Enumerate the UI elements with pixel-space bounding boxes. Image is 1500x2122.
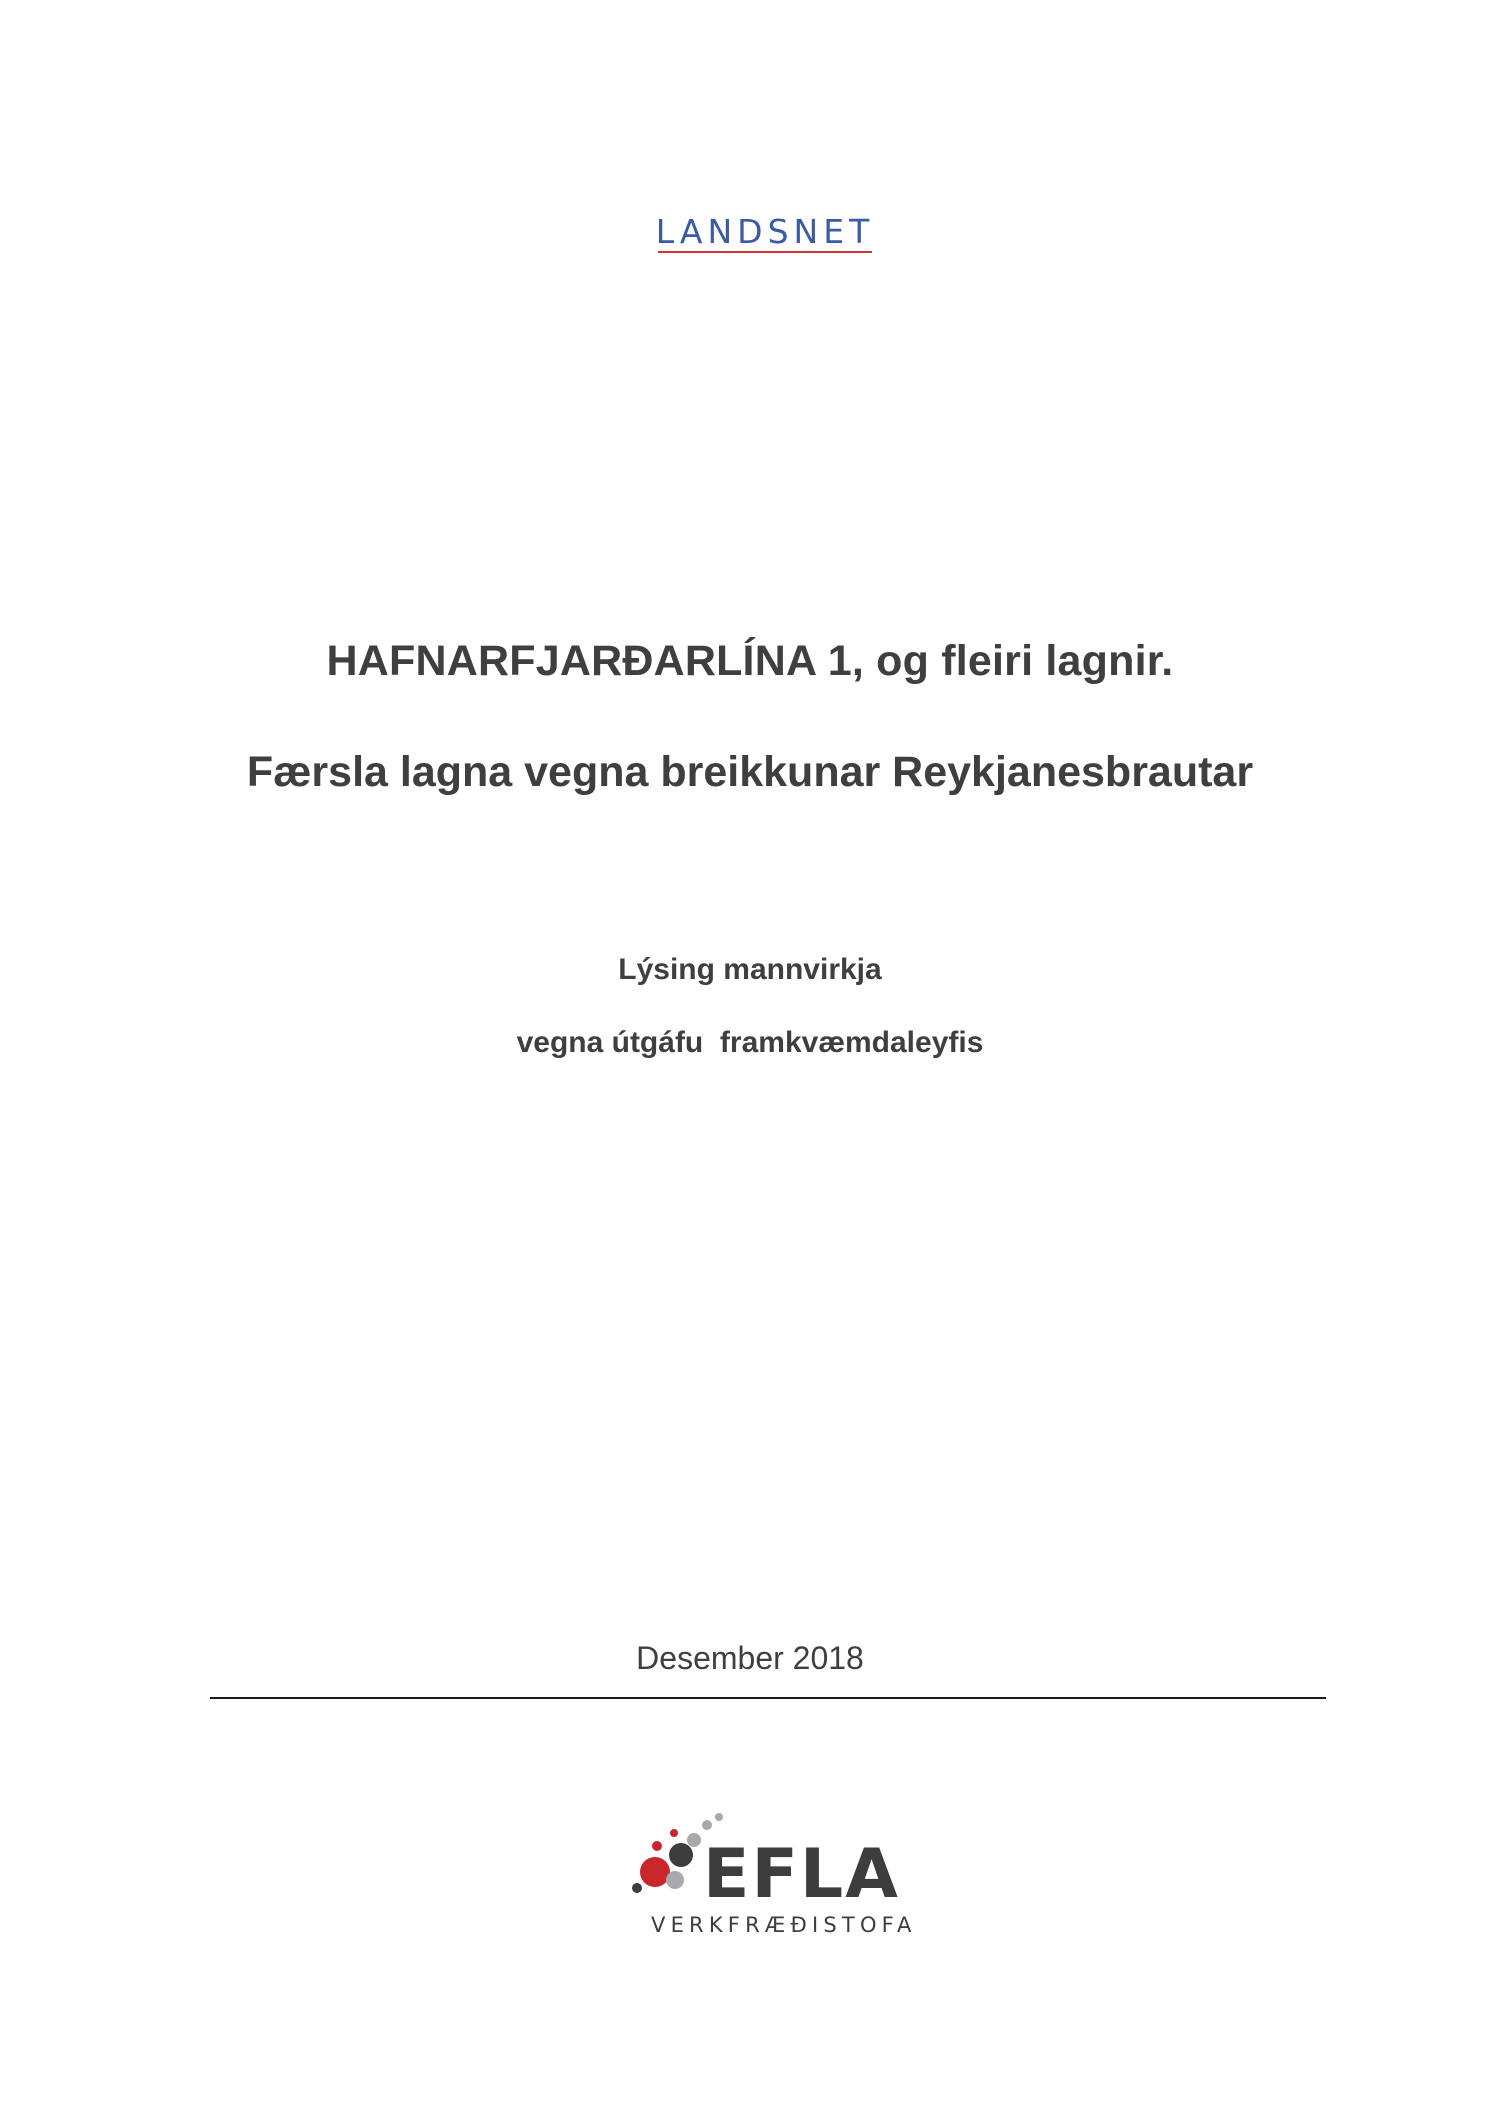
document-title: HAFNARFJARÐARLÍNA 1, og fleiri lagnir.: [326, 637, 1174, 685]
landsnet-logo-text: LANDSNET: [655, 212, 875, 251]
efla-dot: [702, 1820, 712, 1830]
document-subtitle-main: Færsla lagna vegna breikkunar Reykjanesbrautar: [246, 748, 1254, 796]
efla-dot: [715, 1813, 723, 1821]
efla-dot-red: [640, 1857, 670, 1887]
document-description-line-1: Lýsing mannvirkja: [618, 953, 882, 986]
document-description-line-2: vegna útgáfu framkvæmdaleyfis: [516, 1026, 984, 1059]
efla-logo-text: EFLA: [703, 1835, 900, 1914]
footer-divider: [210, 1697, 1326, 1699]
efla-dot: [687, 1833, 701, 1847]
landsnet-logo-graphic: [650, 205, 880, 265]
efla-dot: [670, 1829, 678, 1837]
efla-dot: [666, 1871, 684, 1889]
efla-dot: [652, 1841, 662, 1851]
efla-logo: [625, 1800, 945, 1950]
efla-dot: [669, 1843, 693, 1867]
efla-logo-tagline: VERKFRÆÐISTOFA: [651, 1913, 917, 1937]
landsnet-logo: [650, 205, 880, 265]
efla-dot: [632, 1883, 642, 1893]
efla-logo-graphic: [625, 1800, 945, 1950]
document-date: Desember 2018: [636, 1640, 864, 1676]
